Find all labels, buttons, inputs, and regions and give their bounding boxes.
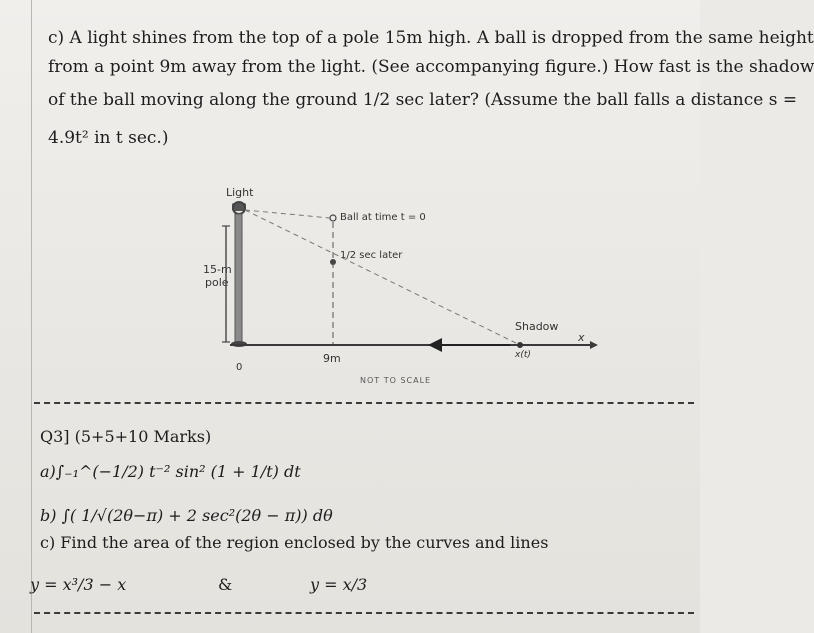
section-divider-top <box>34 402 694 404</box>
ball-start-icon <box>330 215 336 221</box>
axis-label: x <box>578 331 585 344</box>
curve-equation-1: y = x³/3 − x <box>30 575 127 594</box>
shadow-label: Shadow <box>515 320 559 333</box>
shadow-point-icon <box>517 342 523 348</box>
shadow-position-label: x(t) <box>515 350 531 360</box>
pole-base-label: 0 <box>236 362 243 373</box>
q3-part-a: a)∫₋₁^(−1/2) t⁻² sin² (1 + 1/t) dt <box>40 462 301 481</box>
axis-arrow-icon <box>590 341 598 349</box>
pole-label-2: pole <box>205 276 229 289</box>
problem-c-line-3: of the ball moving along the ground 1/2 sec later? (Assume the ball falls a distance s = <box>48 90 798 110</box>
distance-label: 9m <box>323 352 341 365</box>
q3-part-c: c) Find the area of the region enclosed by the curves and lines <box>40 533 549 552</box>
light-ray-top <box>245 210 330 218</box>
section-divider-bottom <box>34 612 694 614</box>
q3-header: Q3] (5+5+10 Marks) <box>40 427 212 446</box>
q3-part-b: b) ∫( 1/√(2θ−π) + 2 sec²(2θ − π)) dθ <box>40 506 333 525</box>
problem-c-line-4: 4.9t² in t sec.) <box>48 128 169 148</box>
curve-equation-2: y = x/3 <box>310 575 368 594</box>
light-ray-shadow <box>245 210 520 345</box>
later-label: 1/2 sec later <box>340 250 403 261</box>
ampersand: & <box>218 575 233 594</box>
pole <box>235 214 242 344</box>
light-label: Light <box>226 186 254 199</box>
problem-c-line-2: from a point 9m away from the light. (See accompanying figure.) How fast is the shadow <box>48 57 814 77</box>
ball-later-icon <box>330 259 336 265</box>
lamp-icon <box>232 202 246 214</box>
shadow-arrow-icon <box>428 338 510 352</box>
not-to-scale-note: NOT TO SCALE <box>360 376 432 385</box>
ball-label: Ball at time t = 0 <box>340 212 426 223</box>
pole-label-1: 15-m <box>203 263 232 276</box>
problem-c-line-1: c) A light shines from the top of a pole 15m high. A ball is dropped from the same height <box>48 28 814 48</box>
